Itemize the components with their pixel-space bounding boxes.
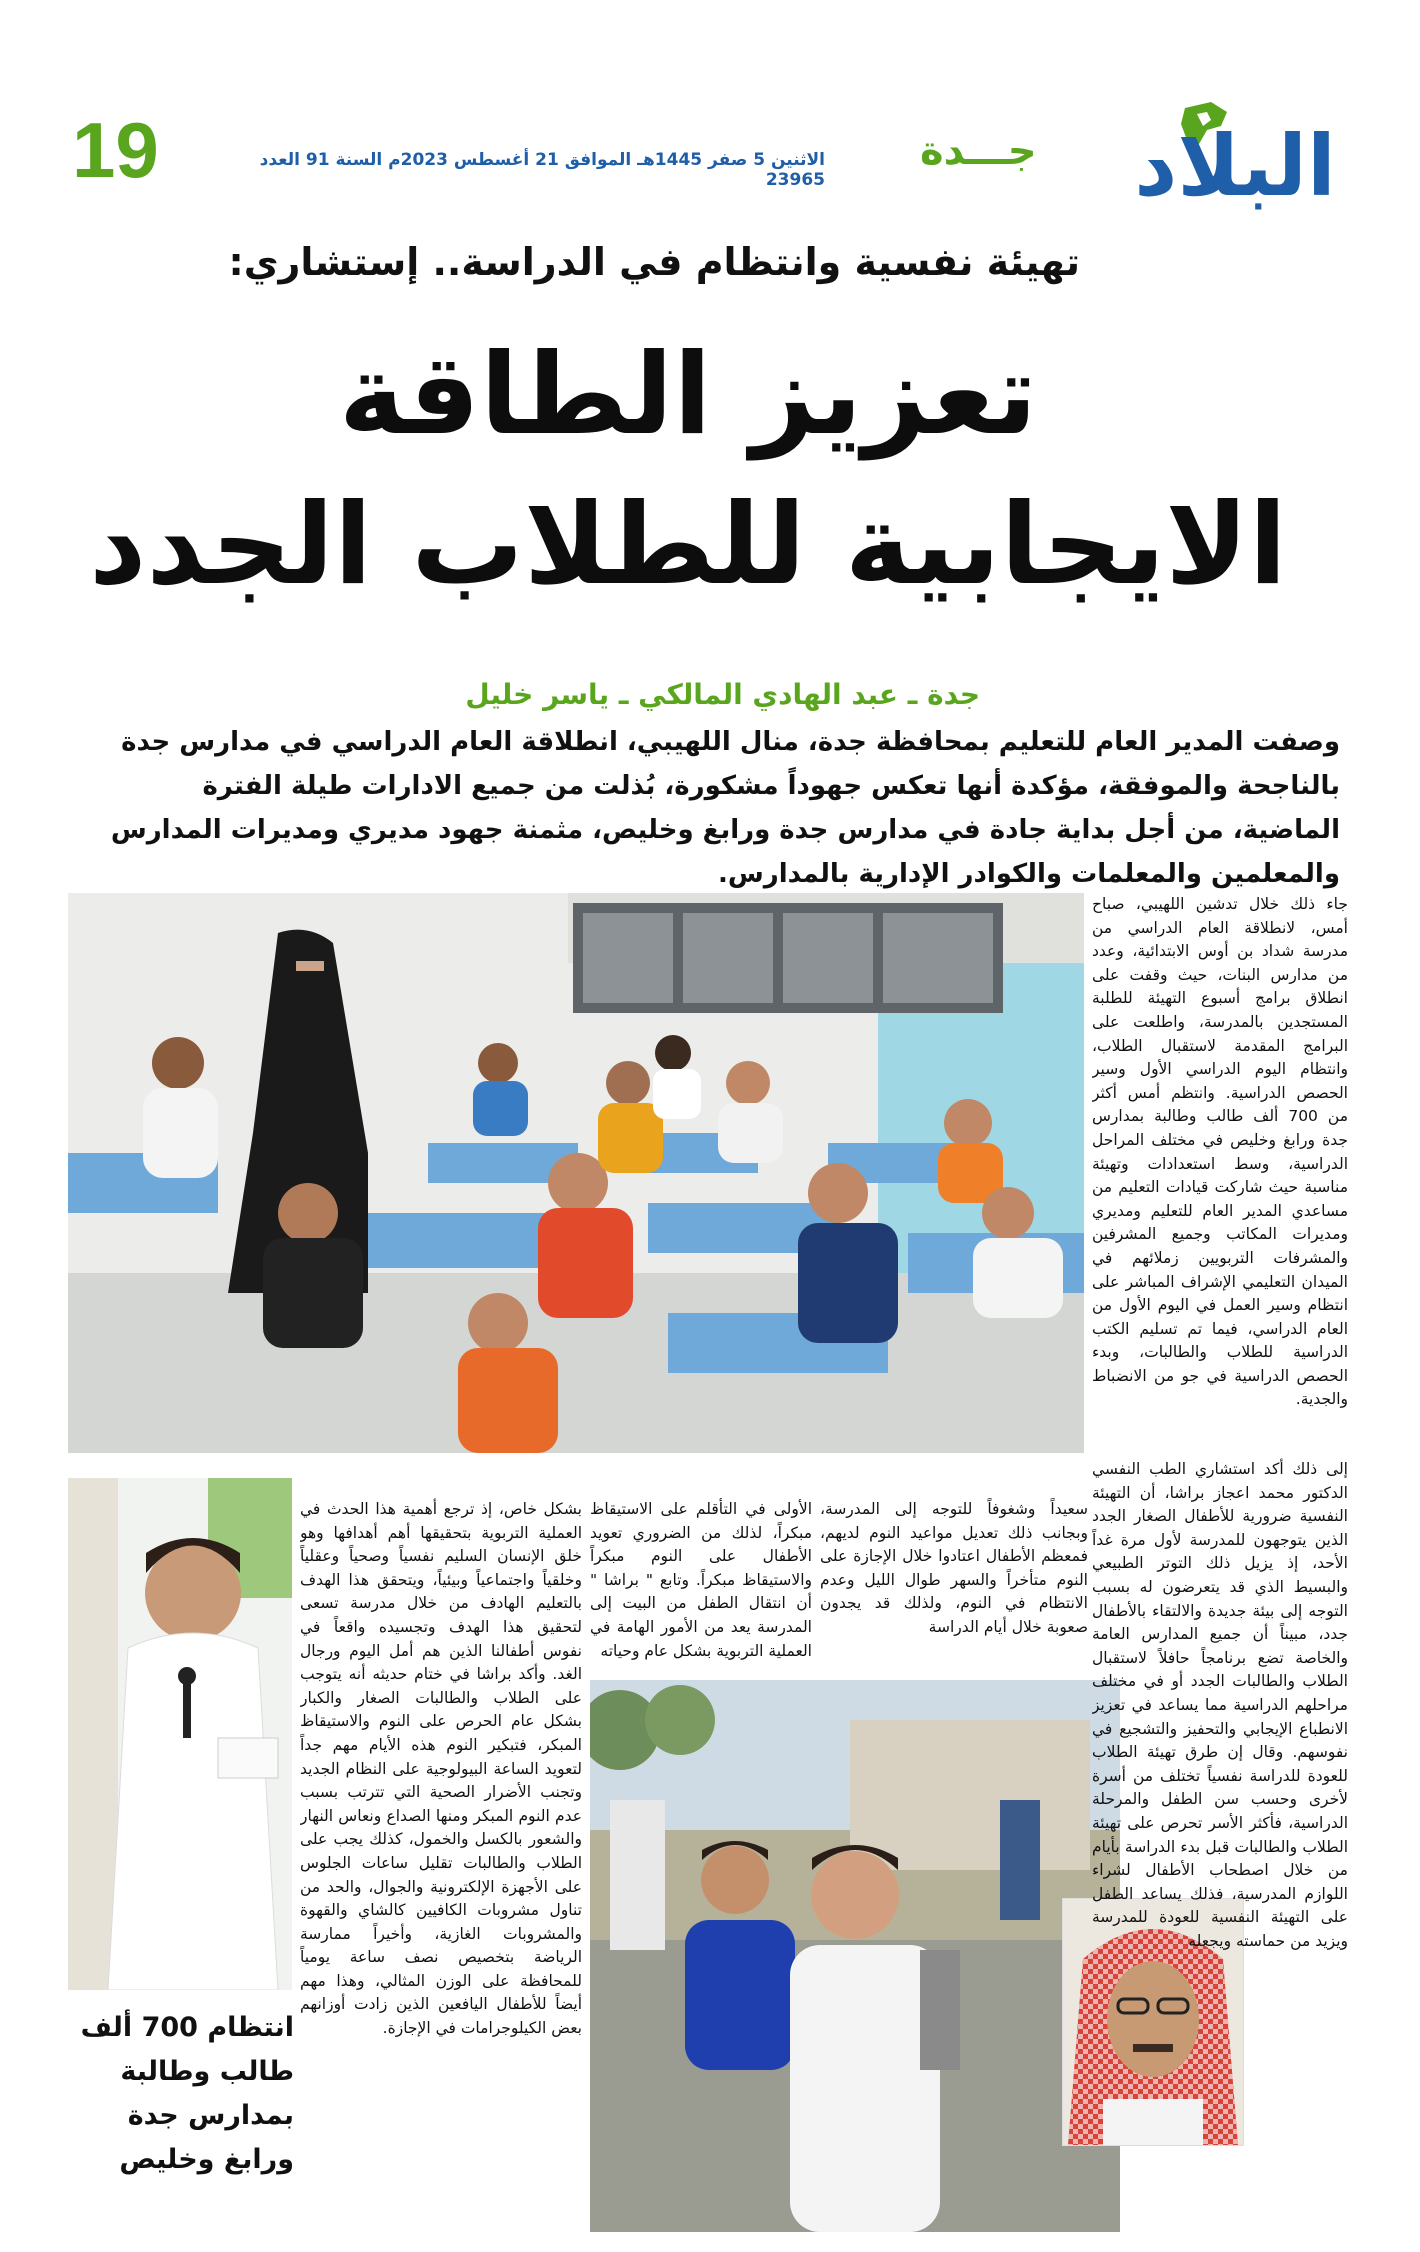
students-schoolyard-photo — [590, 1680, 1120, 2232]
article-kicker: تهيئة نفسية وانتظام في الدراسة.. إستشاري: — [228, 240, 1080, 284]
student-speaker-photo — [68, 1478, 292, 1990]
photo-caption: انتظام 700 ألف طالب وطالبة بمدارس جدة ورابغ وخليص — [80, 2012, 294, 2175]
article-headline — [38, 320, 1338, 620]
logo-wordmark: البلاد — [1134, 117, 1336, 215]
article-column-5 — [300, 1498, 582, 2238]
column-1-text: جاء ذلك خلال تدشين اللهيبي، صباح أمس، لانطلاقة العام الدراسي من مدرسة شداد بن أوس الابتدائية، وعدد من مدارس البنات، حيث وقفت على انطلاق برامج أسبوع التهيئة للطلبة المستجدين بالمدرسة، واطلعت على البرامج المقدمة لاستقبال الطلاب، وانتظام اليوم الدراسي الأول وسير الحصص الدراسية. وانتظم أمس أكثر من 700 ألف طالب وطالبة بمدارس جدة ورابغ وخليص في مختلف المراحل الدراسية، وسط استعدادات وتهيئة مناسبة حيث شاركت قيادات التعليم من مساعدي المدير العام للتعليم ومديري ومديرات المكاتب وجميع المشرفين والمشرفات التربويين زملائهم في الميدان التعليمي الإشراف المباشر على انتظام وسير العمل في اليوم الأول من العام الدراسي، فيما تم تسليم الكتب الدراسية للطلاب والطالبات، وبدء الحصص الدراسية في جو من الانضباط والجدية. — [1092, 895, 1348, 1409]
column-2-text: إلى ذلك أكد استشاري الطب النفسي الدكتور محمد اعجاز براشا، أن التهيئة النفسية ضرورية للأطفال الصغار الجدد الذين يتوجهون للمدرسة لأول مرة غداً الأحد، إذ يزيل ذلك التوتر الطبيعي والبسيط الذي قد يتعرضون له بسبب التوجه إلى بيئة جديدة والالتقاء بالأطفال جدد، مبيناً أن جميع المدارس العامة والخاصة تضع برنامجاً حافلاً لاستقبال الطلاب والطالبات الجدد أو في مختلف مراحلهم الدراسية مما يساعد في تعزيز الانطباع الإيجابي والتحفيز والتشجيع في نفوسهم. وقال إن طرق تهيئة الطلاب للعودة للدراسة نفسياً تختلف من أسرة لأخرى وحسب سن الطفل والمرحلة الدراسية، فأكثر الأسر تحرص على تهيئة الطلاب والطالبات قبل بدء الدراسة بأيام من خلال اصطحاب الأطفال لشراء اللوازم المدرسية، فذلك يساعد الطفل على التهيئة النفسية للعودة للمدرسة ويزيد من حماسته ويجعله — [1092, 1460, 1348, 1950]
article-column-1 — [1092, 893, 1348, 1453]
page-number: 19 — [72, 106, 159, 194]
city-section-label: جـــدة — [920, 128, 1037, 174]
column-5-text: بشكل خاص، إذ ترجع أهمية هذا الحدث في العملية التربوية بتحقيقها أهم أهدافها وهو خلق الإنسان السليم نفسياً وصحياً وعقلياً وخلقياً واجتماعياً وبيئياً، ويتحقق هذا الهدف بالتعليم الهادف من خلال مدرسة تسعى لتحقيق هذا الهدف وتجسيده واقعاً في نفوس أطفالنا الذين هم أمل اليوم ورجال الغد. وأكد براشا في ختام حديثه أنه يتوجب على الطلاب والطالبات الصغار والكبار بشكل عام الحرص على النوم والاستيقاظ المبكر، فتبكير النوم هذه الأيام مهم جداً لتعويد الساعة البيولوجية على النظام الجديد وتجنب الأضرار الصحية التي تترتب بسبب عدم النوم المبكر ومنها الصداع ونعاس النهار والشعور بالكسل والخمول، كذلك يجب على الطلاب والطالبات تقليل ساعات الجلوس على الأجهزة الإلكترونية والجوال، والحد من تناول مشروبات الكافيين كالشاي والقهوة والمشروبات الغازية، وأخيراً ممارسة الرياضة بتخصيص نصف ساعة يومياً للمحافظة على الوزن المثالي، وهذا مهم أيضاً للأطفال اليافعين الذين زادت أوزانهم بعض الكيلوجرامات في الإجازة. — [300, 1500, 582, 2038]
column-3-text: سعيداً وشغوفاً للتوجه إلى المدرسة، وبجانب ذلك تعديل مواعيد النوم لديهم، فمعظم الأطفال اعتادوا خلال الإجازة على النوم متأخراً والسهر طوال الليل وعدم الانتظام في النوم، ولذلك قد يجدون صعوبة خلال أيام الدراسة — [820, 1500, 1088, 1636]
issue-dateline: الاثنين 5 صفر 1445هـ الموافق 21 أغسطس 2023م السنة 91 العدد 23965 — [259, 150, 825, 190]
article-column-3 — [820, 1498, 1088, 1673]
column-4-text: الأولى في التأقلم على الاستيقاظ مبكراً، لذلك من الضروري تعويد الأطفال على النوم مبكراً والاستيقاظ مبكراً. وتابع " براشا " أن انتقال الطفل من البيت إلى المدرسة يعد من الأمور الهامة في العملية التربوية بشكل عام وحياته — [590, 1500, 812, 1660]
article-intro: وصفت المدير العام للتعليم بمحافظة جدة، منال اللهيبي، انطلاقة العام الدراسي في مدارس جدة بالناجحة والموفقة، مؤكدة أنها تعكس جهوداً مشكورة، بُذلت من جميع الادارات طيلة الفترة الماضية، من أجل بداية جادة في مدارس جدة ورابغ وخليص، مثمنة جهود مديري ومديرات المدارس والمعلمين والمعلمات والكوادر الإدارية بالمدارس. — [110, 727, 1340, 889]
article-byline: جدة ـ عبد الهادي المالكي ـ ياسر خليل — [465, 678, 980, 711]
article-column-4 — [590, 1498, 812, 1673]
headline-line-2: الايجابية للطلاب الجدد — [88, 480, 1288, 610]
headline-line-1: تعزيز الطاقة — [338, 330, 1038, 460]
classroom-photo — [68, 893, 1084, 1453]
newspaper-logo — [1115, 100, 1355, 220]
article-column-2 — [1092, 1458, 1348, 2238]
